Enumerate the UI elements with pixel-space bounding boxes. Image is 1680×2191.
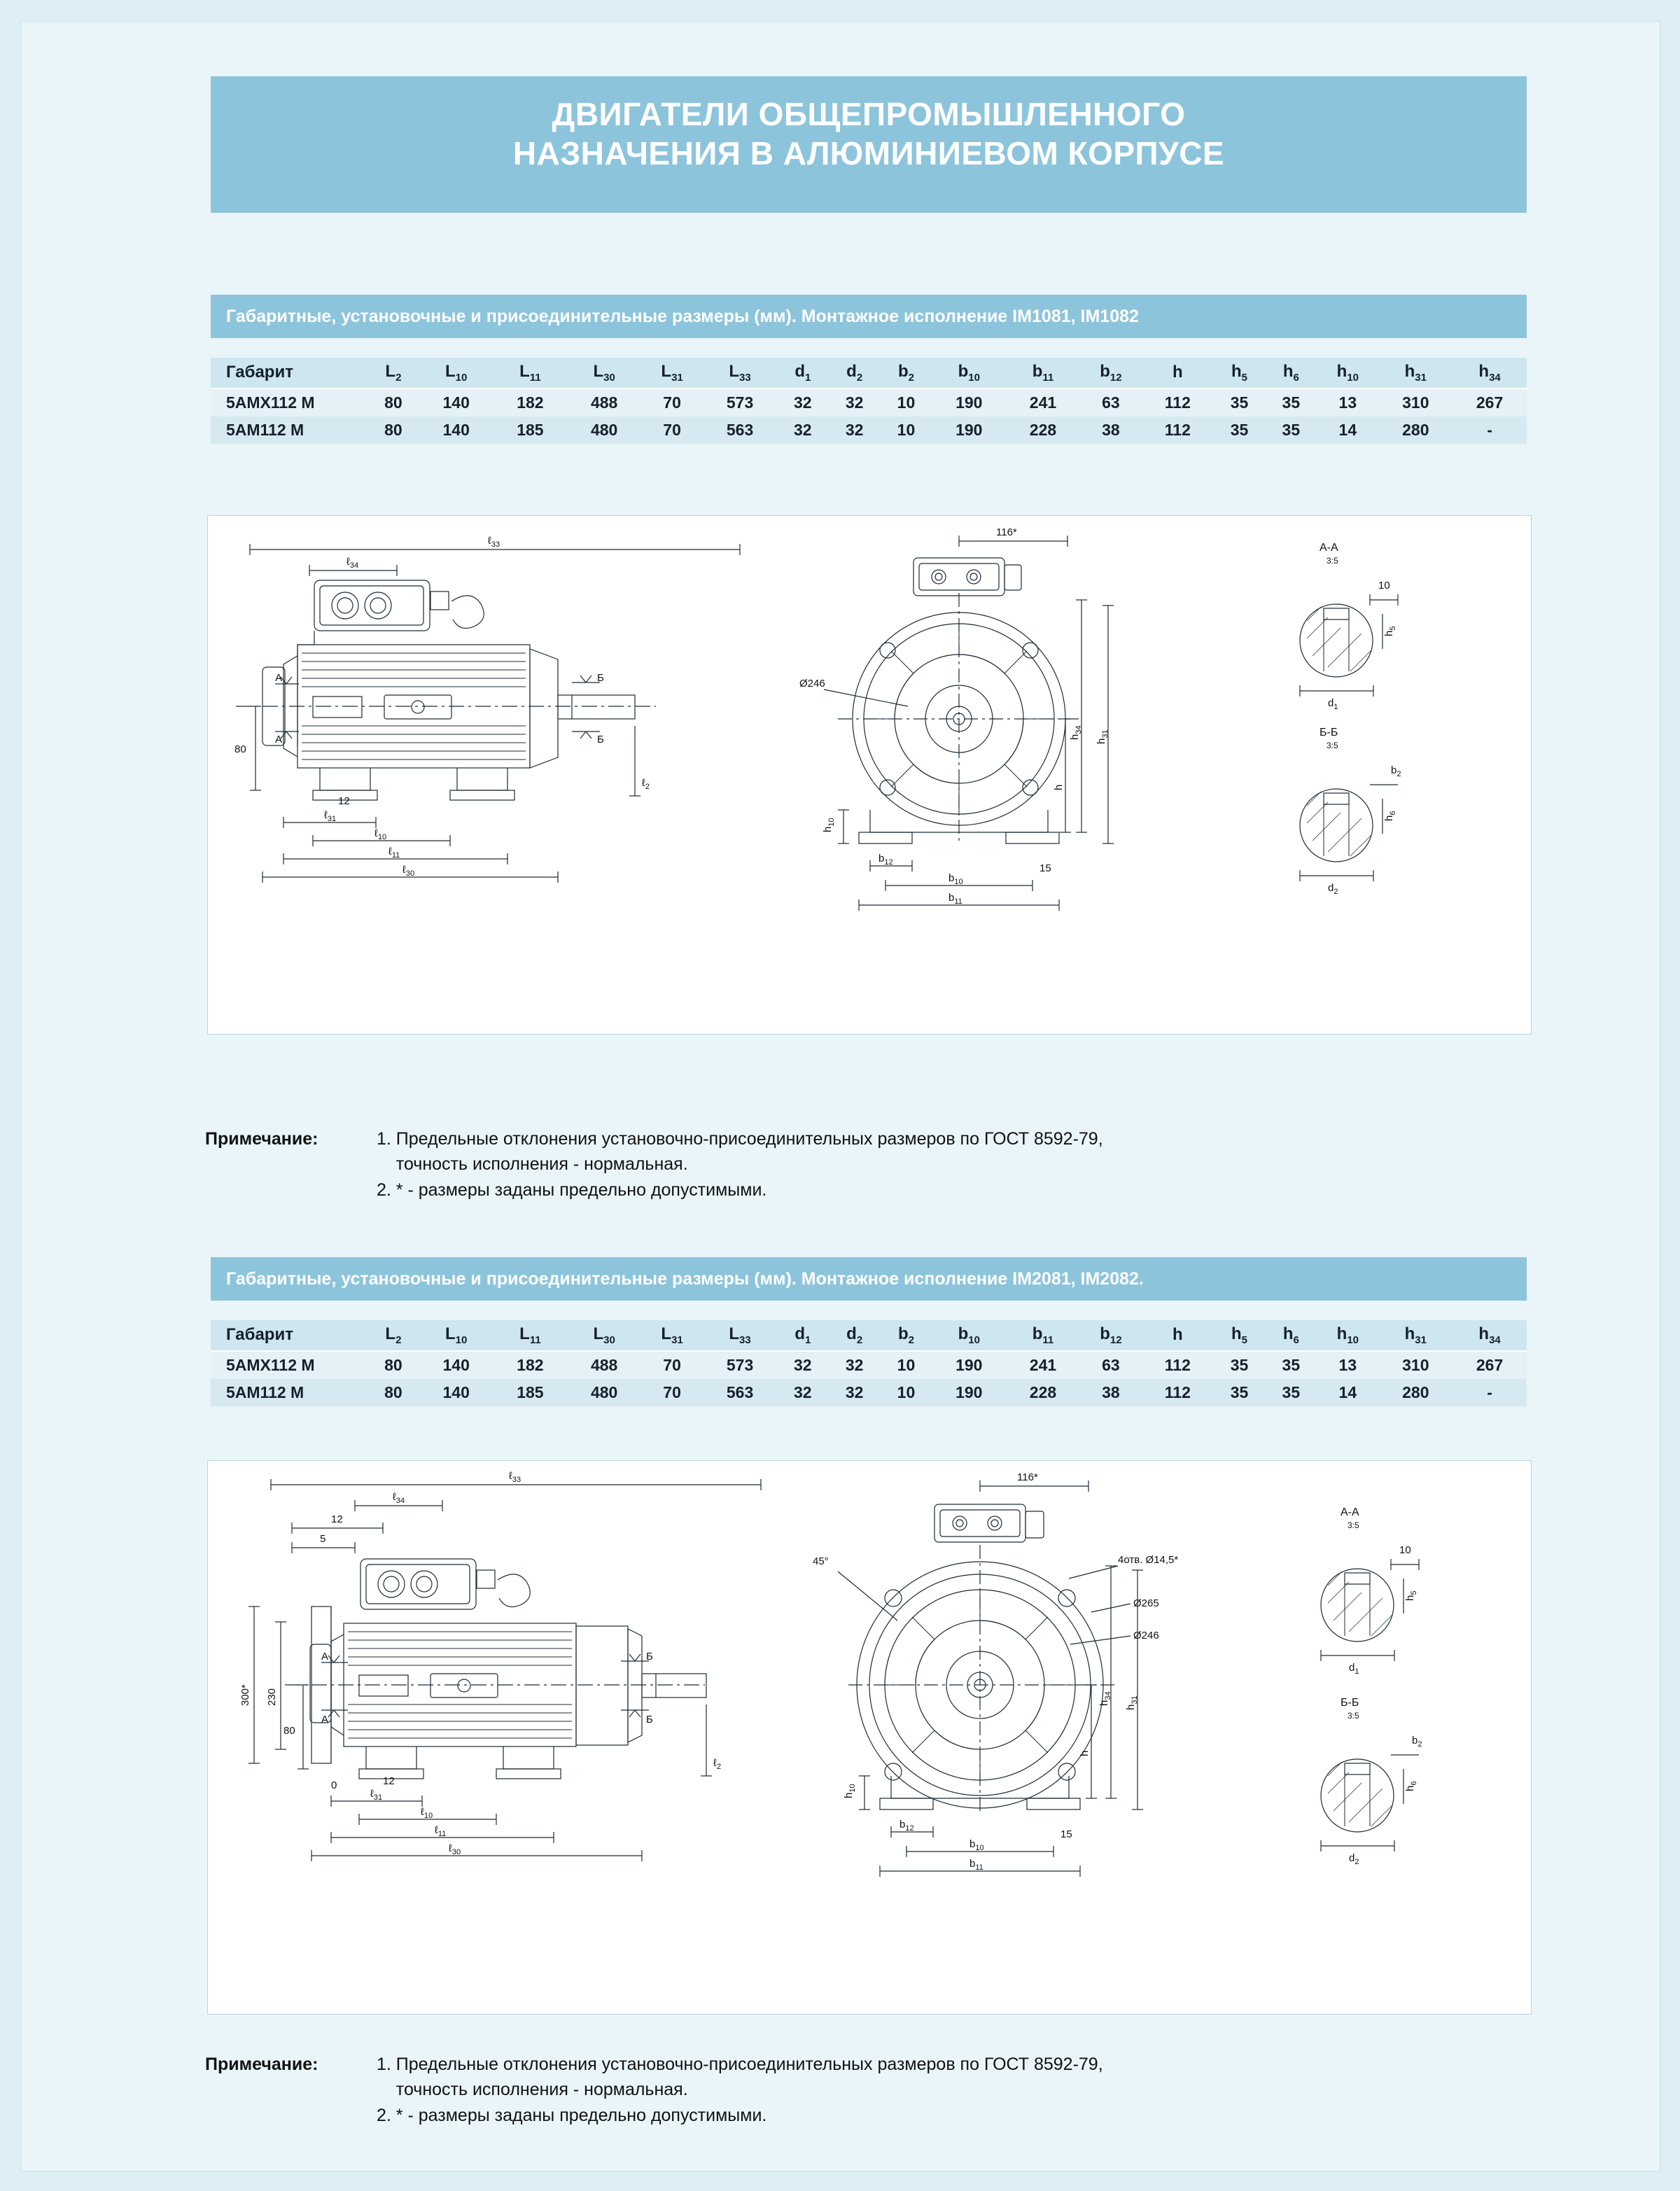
label-l33: ℓ$_{33}$: [488, 535, 500, 549]
col-header-b11: $b_{11}$: [1006, 1320, 1080, 1351]
label-h34: $h_{34}$: [1069, 725, 1083, 740]
cell-b11: 241: [1006, 388, 1080, 416]
cell-h6: 35: [1265, 1351, 1317, 1379]
label-h5: $h_5$: [1404, 1590, 1418, 1601]
label-l31: ℓ$_{31}$: [324, 809, 337, 823]
col-header-L30: $L_{30}$: [567, 1320, 641, 1351]
label-h34: $h_{34}$: [1098, 1691, 1112, 1706]
label-l30: ℓ$_{30}$: [402, 864, 415, 878]
label-dim-12: 12: [383, 1775, 395, 1787]
col-header-L33: $L_{33}$: [703, 358, 777, 388]
label-letter-b-top: Б: [597, 672, 604, 684]
col-header-b11: $b_{11}$: [1006, 358, 1080, 388]
cell-h10: 13: [1317, 1351, 1378, 1379]
page-title: [211, 94, 1527, 173]
cell-L10: 140: [419, 416, 493, 444]
col-header-h34: $h_{34}$: [1452, 358, 1527, 388]
note-1-line-1: 1. Предельные отклонения установочно-присоединительных размеров по ГОСТ 8592-79,: [377, 1129, 1103, 1149]
label-h: h: [1079, 1750, 1091, 1756]
cell-b11: 241: [1006, 1351, 1080, 1379]
label-b2: $b_2$: [1412, 1735, 1422, 1749]
col-header-h: h: [1142, 1320, 1214, 1351]
table-header-row: [211, 358, 1527, 388]
cell-b10: 190: [932, 1351, 1006, 1379]
col-header-h31: $h_{31}$: [1378, 1320, 1452, 1351]
cell-L2: 80: [368, 1379, 419, 1406]
cell-h34: -: [1452, 1379, 1527, 1406]
label-h: h: [1053, 784, 1065, 790]
label-l33: ℓ$_{33}$: [509, 1470, 522, 1484]
label-dim-80: 80: [284, 1725, 295, 1737]
cell-h34: 267: [1452, 388, 1527, 416]
col-header-h31: $h_{31}$: [1378, 358, 1452, 388]
cell-d1: 32: [777, 1351, 829, 1379]
cell-L11: 185: [493, 416, 568, 444]
label-view-aa: А-А: [1320, 542, 1338, 554]
label-letter-a-top: А: [275, 672, 283, 684]
cell-h34: 267: [1452, 1351, 1527, 1379]
cell-b12: 63: [1080, 1351, 1142, 1379]
cell-h: 112: [1142, 388, 1214, 416]
cell-gabarit: 5АМХ112 М: [211, 388, 368, 416]
label-holes: 4отв. Ø14,5*: [1118, 1554, 1179, 1566]
label-l34: ℓ$_{34}$: [393, 1491, 405, 1505]
label-h6: $h_6$: [1383, 811, 1397, 821]
col-header-d1: $d_1$: [777, 1320, 829, 1351]
label-h10: $h_{10}$: [843, 1784, 857, 1798]
note-2: [205, 2052, 1521, 2128]
label-b12: $b_{12}$: [878, 853, 893, 867]
label-l11: ℓ$_{11}$: [388, 846, 400, 860]
cell-d2: 32: [829, 416, 881, 444]
col-header-h5: $h_5$: [1214, 1320, 1266, 1351]
cell-L31: 70: [641, 416, 703, 444]
section-title-2-text: Габаритные, установочные и присоединительные размеры (мм). Монтажное исполнение IM2081, IM2082.: [226, 1269, 1144, 1289]
label-letter-b-bottom: Б: [597, 734, 604, 746]
label-dim-300: 300*: [239, 1684, 251, 1706]
label-dim-10-aa: 10: [1378, 580, 1390, 592]
col-header-gabarit: Габарит: [211, 358, 368, 388]
cell-h5: 35: [1214, 388, 1266, 416]
label-l34: ℓ$_{34}$: [346, 556, 359, 570]
label-dim-12: 12: [338, 795, 350, 807]
cell-h5: 35: [1214, 416, 1266, 444]
cell-h10: 14: [1317, 1379, 1378, 1406]
table-row: [211, 1351, 1527, 1379]
label-dim-15: 15: [1040, 862, 1051, 874]
col-header-h6: $h_6$: [1265, 358, 1317, 388]
cell-h31: 310: [1378, 1351, 1452, 1379]
cell-d1: 32: [777, 1379, 829, 1406]
col-header-gabarit: Габарит: [211, 1320, 368, 1351]
cell-d2: 32: [829, 1379, 881, 1406]
label-letter-a-bottom: А: [275, 734, 283, 746]
cell-L33: 573: [703, 1351, 777, 1379]
cell-h31: 280: [1378, 1379, 1452, 1406]
cell-d2: 32: [829, 1351, 881, 1379]
cell-L30: 480: [567, 1379, 641, 1406]
cell-b10: 190: [932, 416, 1006, 444]
label-dim-15: 15: [1060, 1828, 1072, 1840]
cell-b11: 228: [1006, 416, 1080, 444]
label-h10: $h_{10}$: [822, 818, 836, 832]
label-d1: $d_1$: [1328, 697, 1338, 711]
cell-L33: 563: [703, 416, 777, 444]
cell-L33: 563: [703, 1379, 777, 1406]
cell-h6: 35: [1265, 416, 1317, 444]
cell-b11: 228: [1006, 1379, 1080, 1406]
cell-h31: 280: [1378, 416, 1452, 444]
cell-b10: 190: [932, 388, 1006, 416]
cell-L30: 480: [567, 416, 641, 444]
section-title-1-text: Габаритные, установочные и присоединительные размеры (мм). Монтажное исполнение IM1081, IM1082: [226, 307, 1139, 326]
label-l31: ℓ$_{31}$: [370, 1788, 383, 1802]
cell-b2: 10: [881, 416, 932, 444]
cell-L31: 70: [641, 1379, 703, 1406]
label-b10: $b_{10}$: [948, 872, 963, 886]
col-header-L10: $L_{10}$: [419, 1320, 493, 1351]
cell-L11: 182: [493, 388, 568, 416]
cell-b2: 10: [881, 1379, 932, 1406]
col-header-b10: $b_{10}$: [932, 358, 1006, 388]
label-view-aa: А-А: [1340, 1506, 1359, 1518]
label-angle-45: 45°: [813, 1555, 829, 1567]
note-2-line-2: точность исполнения - нормальная.: [377, 2080, 688, 2100]
label-l2: ℓ$_2$: [713, 1757, 721, 1771]
cell-d1: 32: [777, 416, 829, 444]
label-letter-a-bottom: А: [321, 1714, 329, 1726]
label-l2: ℓ$_2$: [642, 777, 650, 791]
cell-h34: -: [1452, 416, 1527, 444]
page-header-banner: [211, 76, 1527, 213]
cell-h6: 35: [1265, 1379, 1317, 1406]
col-header-L2: $L_2$: [368, 1320, 419, 1351]
col-header-h10: $h_{10}$: [1317, 358, 1378, 388]
col-header-L33: $L_{33}$: [703, 1320, 777, 1351]
label-dim-230: 230: [266, 1688, 278, 1706]
cell-h: 112: [1142, 1351, 1214, 1379]
table-row: [211, 388, 1527, 416]
cell-b12: 63: [1080, 388, 1142, 416]
col-header-d2: $d_2$: [829, 1320, 881, 1351]
col-header-L11: $L_{11}$: [493, 1320, 568, 1351]
col-header-d2: $d_2$: [829, 358, 881, 388]
cell-L31: 70: [641, 388, 703, 416]
cell-b12: 38: [1080, 416, 1142, 444]
cell-h5: 35: [1214, 1351, 1266, 1379]
cell-L10: 140: [419, 1379, 493, 1406]
label-h5: $h_5$: [1383, 626, 1397, 636]
label-l11: ℓ$_{11}$: [435, 1824, 447, 1838]
cell-L31: 70: [641, 1351, 703, 1379]
label-view-bb: Б-Б: [1340, 1697, 1359, 1709]
cell-gabarit: 5АМ112 М: [211, 416, 368, 444]
label-b2: $b_2$: [1391, 764, 1401, 778]
label-b11: $b_{11}$: [948, 892, 962, 906]
col-header-L10: $L_{10}$: [419, 358, 493, 388]
cell-h: 112: [1142, 416, 1214, 444]
col-header-b2: $b_2$: [881, 358, 932, 388]
cell-h10: 13: [1317, 388, 1378, 416]
note-1-line-3: 2. * - размеры заданы предельно допустимыми.: [377, 1180, 767, 1200]
cell-h6: 35: [1265, 388, 1317, 416]
label-diameter-265: Ø265: [1133, 1597, 1159, 1609]
col-header-h: h: [1142, 358, 1214, 388]
col-header-L11: $L_{11}$: [493, 358, 568, 388]
cell-d1: 32: [777, 388, 829, 416]
technical-drawing-im1081: [207, 515, 1532, 1035]
col-header-h34: $h_{34}$: [1452, 1320, 1527, 1351]
note-2-label: Примечание:: [205, 2054, 318, 2074]
cell-b2: 10: [881, 388, 932, 416]
cell-h31: 310: [1378, 388, 1452, 416]
label-diameter-246: Ø246: [1133, 1630, 1159, 1642]
dimensions-table-1: [211, 358, 1527, 444]
label-dim-5: 5: [320, 1533, 326, 1545]
label-b12: $b_{12}$: [899, 1819, 914, 1833]
col-header-d1: $d_1$: [777, 358, 829, 388]
note-2-line-1: 1. Предельные отклонения установочно-присоединительных размеров по ГОСТ 8592-79,: [377, 2054, 1103, 2074]
col-header-h6: $h_6$: [1265, 1320, 1317, 1351]
label-angle-116: 116*: [1017, 1471, 1038, 1483]
col-header-L31: $L_{31}$: [641, 1320, 703, 1351]
label-d1: $d_1$: [1349, 1662, 1359, 1676]
col-header-L30: $L_{30}$: [567, 358, 641, 388]
note-1: [205, 1126, 1521, 1203]
cell-L30: 488: [567, 388, 641, 416]
table-header-row: [211, 1320, 1527, 1351]
label-view-bb: Б-Б: [1320, 727, 1338, 738]
note-1-line-2: точность исполнения - нормальная.: [377, 1154, 688, 1175]
section-title-1: [211, 295, 1527, 338]
cell-h: 112: [1142, 1379, 1214, 1406]
col-header-L2: $L_2$: [368, 358, 419, 388]
col-header-h10: $h_{10}$: [1317, 1320, 1378, 1351]
col-header-b12: $b_{12}$: [1080, 358, 1142, 388]
col-header-b10: $b_{10}$: [932, 1320, 1006, 1351]
cell-b12: 38: [1080, 1379, 1142, 1406]
col-header-b2: $b_2$: [881, 1320, 932, 1351]
note-2-line-3: 2. * - размеры заданы предельно допустимыми.: [377, 2105, 767, 2125]
cell-h5: 35: [1214, 1379, 1266, 1406]
page-content: [21, 21, 1660, 2171]
label-diameter-246: Ø246: [799, 678, 825, 690]
label-letter-a-top: А: [321, 1651, 329, 1662]
label-b10: $b_{10}$: [969, 1838, 984, 1852]
label-l10: ℓ$_{10}$: [421, 1806, 433, 1820]
label-l10: ℓ$_{10}$: [374, 827, 387, 841]
cell-L11: 185: [493, 1379, 568, 1406]
cell-b2: 10: [881, 1351, 932, 1379]
cell-L33: 573: [703, 388, 777, 416]
label-d2: $d_2$: [1328, 882, 1338, 896]
cell-gabarit: 5АМ112 М: [211, 1379, 368, 1406]
cell-L10: 140: [419, 1351, 493, 1379]
label-h31: $h_{31}$: [1096, 729, 1110, 744]
cell-b10: 190: [932, 1379, 1006, 1406]
label-d2: $d_2$: [1349, 1852, 1359, 1866]
label-dim-10-aa: 10: [1399, 1544, 1411, 1556]
page-title-line1: ДВИГАТЕЛИ ОБЩЕПРОМЫШЛЕННОГО: [552, 96, 1186, 132]
label-dim-80: 80: [234, 743, 246, 755]
label-view-bb-scale: 3:5: [1326, 741, 1338, 750]
section-title-2: [211, 1257, 1527, 1301]
dimensions-table-2: [211, 1320, 1527, 1406]
cell-L30: 488: [567, 1351, 641, 1379]
label-letter-b-top: Б: [646, 1651, 653, 1662]
label-angle-116: 116*: [996, 526, 1017, 538]
label-l30: ℓ$_{30}$: [449, 1842, 461, 1856]
label-h6: $h_6$: [1404, 1781, 1418, 1791]
label-h31: $h_{31}$: [1125, 1695, 1139, 1710]
technical-drawing-im2081: [207, 1460, 1532, 2015]
cell-d2: 32: [829, 388, 881, 416]
label-b11: $b_{11}$: [969, 1858, 983, 1872]
col-header-L31: $L_{31}$: [641, 358, 703, 388]
col-header-h5: $h_5$: [1214, 358, 1266, 388]
label-view-aa-scale: 3:5: [1348, 1520, 1359, 1530]
note-1-label: Примечание:: [205, 1129, 318, 1149]
page-title-line2: НАЗНАЧЕНИЯ В АЛЮМИНИЕВОМ КОРПУСЕ: [512, 135, 1225, 172]
cell-L2: 80: [368, 1351, 419, 1379]
label-view-bb-scale: 3:5: [1348, 1711, 1359, 1721]
label-letter-b-bottom: Б: [646, 1714, 653, 1726]
label-dim-0: 0: [331, 1779, 337, 1791]
col-header-b12: $b_{12}$: [1080, 1320, 1142, 1351]
cell-h10: 14: [1317, 416, 1378, 444]
cell-gabarit: 5АМХ112 М: [211, 1351, 368, 1379]
cell-L2: 80: [368, 388, 419, 416]
cell-L10: 140: [419, 388, 493, 416]
table-row: [211, 416, 1527, 444]
cell-L2: 80: [368, 416, 419, 444]
cell-L11: 182: [493, 1351, 568, 1379]
label-view-aa-scale: 3:5: [1326, 556, 1338, 566]
label-dim-12-top: 12: [331, 1513, 343, 1525]
table-row: [211, 1379, 1527, 1406]
